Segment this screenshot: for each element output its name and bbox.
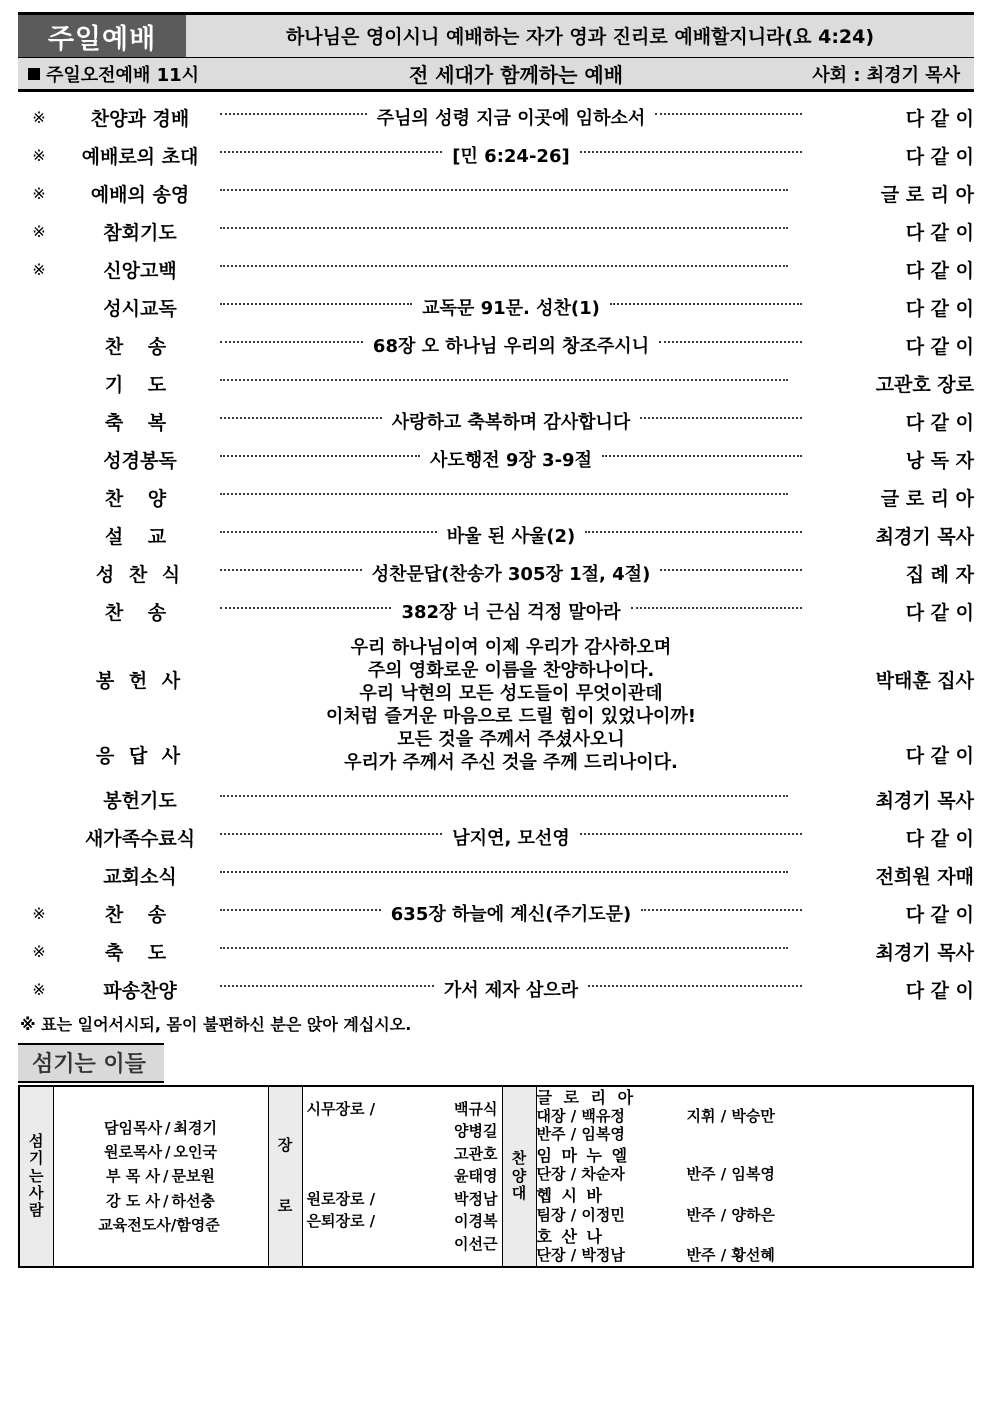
order-person: 다 같 이 (905, 979, 974, 1002)
order-detail (220, 364, 802, 402)
elder-name: 윤태영 (454, 1167, 498, 1186)
separator: / (162, 1167, 169, 1186)
pastor-name: 하선충 (171, 1191, 215, 1210)
order-detail-text: 성찬문답(찬송가 305장 1절, 4절) (371, 564, 651, 585)
pastor-role: 부 목 사 (106, 1167, 160, 1186)
pastor-role: 강 도 사 (106, 1191, 160, 1210)
order-person: 전희원 자매 (875, 865, 974, 888)
pastor-row (58, 1140, 264, 1164)
order-person: 다 같 이 (905, 903, 974, 926)
order-detail (220, 592, 802, 630)
order-mark (18, 818, 60, 856)
choir-name: 호 산 나 (536, 1226, 605, 1246)
choir-lead: 대장 / 백유정 (536, 1107, 625, 1126)
order-mark (18, 592, 60, 630)
order-detail (220, 98, 802, 136)
order-title: 축 도 (104, 941, 176, 964)
order-row (18, 402, 974, 440)
separator: / (165, 1118, 171, 1137)
order-person: 최경기 목사 (875, 941, 974, 964)
order-mark (18, 630, 60, 728)
order-mark: ※ (32, 183, 46, 203)
order-detail-text: [민 6:24-26] (452, 146, 570, 167)
order-detail-text: 교독문 91문. 성찬(1) (422, 298, 600, 319)
order-title: 찬 송 (104, 903, 176, 926)
pastor-role: 담임목사 (104, 1118, 162, 1137)
elder-name: 양병길 (454, 1122, 498, 1141)
order-title: 기 도 (104, 373, 176, 396)
order-detail-text: 남지연, 모선영 (452, 828, 570, 849)
order-row (18, 894, 974, 932)
pastor-name: 최경기 (173, 1118, 217, 1137)
choir-accompanist: 반주 / 황선혜 (686, 1245, 775, 1264)
order-mark (18, 402, 60, 440)
order-detail-text: 68장 오 하나님 우리의 창조주시니 (372, 336, 650, 357)
order-detail-text: 사도행전 9장 3-9절 (430, 450, 592, 471)
order-row (18, 478, 974, 516)
order-person: 다 같 이 (905, 297, 974, 320)
elder-row (307, 1165, 498, 1188)
order-detail (220, 288, 802, 326)
offering-title: 봉 헌 사 (95, 669, 185, 692)
order-mark (18, 364, 60, 402)
pastor-row (58, 1213, 264, 1237)
order-detail-text: 주님의 성령 지금 이곳에 임하소서 (376, 108, 646, 129)
order-row (18, 440, 974, 478)
order-detail (220, 478, 802, 516)
order-detail (220, 516, 802, 554)
order-mark (18, 856, 60, 894)
order-detail (220, 818, 802, 856)
service-time (28, 61, 298, 87)
choir-col-head: 찬 양 대 (502, 1086, 536, 1267)
order-mark: ※ (32, 941, 46, 961)
pastor-row (58, 1164, 264, 1188)
order-person: 다 같 이 (905, 335, 974, 358)
order-footnote: ※ 표는 일어서시되, 몸이 불편하신 분은 앉아 계십시오. (20, 1015, 412, 1034)
pastor-row (58, 1189, 264, 1213)
offering-line: 이처럼 즐거운 마음으로 드릴 힘이 있었나이까! (326, 706, 696, 727)
order-row (18, 212, 974, 250)
separator: / (165, 1142, 171, 1161)
order-title: 교회소식 (103, 865, 177, 888)
order-mark (18, 780, 60, 818)
response-title: 응 답 사 (95, 744, 185, 767)
order-detail (220, 212, 802, 250)
separator: / (162, 1191, 169, 1210)
order-person: 글 로 리 아 (880, 183, 974, 206)
order-person: 고관호 장로 (875, 373, 974, 396)
order-detail-text: 382장 너 근심 걱정 말아라 (401, 602, 621, 623)
order-mark (18, 478, 60, 516)
pastor-name: 오인국 (173, 1142, 217, 1161)
order-detail (220, 174, 802, 212)
order-row (18, 554, 974, 592)
choir-group (537, 1087, 973, 1145)
choir-group (537, 1185, 973, 1225)
response-person: 다 같 이 (905, 744, 974, 767)
order-title: 예배의 송영 (90, 183, 190, 206)
order-row (18, 818, 974, 856)
elder-name: 이선근 (454, 1234, 498, 1253)
elder-name: 백규식 (454, 1099, 498, 1118)
order-mark (18, 516, 60, 554)
offering-person: 박태훈 집사 (875, 669, 974, 692)
header (18, 12, 974, 58)
order-detail (220, 780, 802, 818)
order-row (18, 970, 974, 1008)
order-detail-text: 가서 제자 삼으라 (443, 980, 579, 1001)
order-person: 다 같 이 (905, 411, 974, 434)
offering-line: 우리 낙현의 모든 성도들이 무엇이관데 (359, 682, 663, 704)
order-person: 다 같 이 (905, 145, 974, 168)
elder-role: 원로장로 / (306, 1189, 376, 1208)
offering-line: 우리가 주께서 주신 것을 주께 드리나이다. (344, 752, 678, 774)
order-mark: ※ (32, 107, 46, 127)
elders-cell (302, 1086, 502, 1267)
order-detail (220, 326, 802, 364)
elder-row (307, 1233, 498, 1256)
order-title: 성경봉독 (103, 449, 177, 472)
worship-badge: 주일예배 (18, 15, 186, 57)
choir-lead: 팀장 / 이정민 (536, 1205, 625, 1224)
pastor-role: 원로목사 (104, 1142, 162, 1161)
order-title: 축 복 (104, 411, 176, 434)
elder-row (307, 1098, 498, 1121)
order-person: 다 같 이 (905, 259, 974, 282)
order-title: 참회기도 (103, 221, 177, 244)
order-person: 다 같 이 (905, 601, 974, 624)
service-time-label: 주일오전예배 11시 (46, 64, 200, 86)
order-row (18, 250, 974, 288)
order-detail-text: 사랑하고 축복하며 감사합니다 (391, 412, 631, 433)
order-person: 다 같 이 (905, 827, 974, 850)
pastor-role: 교육전도사/함영준 (98, 1215, 220, 1234)
order-title: 성 찬 식 (95, 563, 185, 586)
bullet-square-icon (28, 68, 40, 80)
order-row (18, 326, 974, 364)
order-row (18, 780, 974, 818)
order-detail (220, 856, 802, 894)
elder-name: 박정남 (454, 1189, 498, 1208)
order-title: 신앙고백 (103, 259, 177, 282)
servants-table (18, 1085, 974, 1268)
order-person: 낭 독 자 (905, 449, 974, 472)
choir-name: 글 로 리 아 (536, 1088, 637, 1107)
choir-group (537, 1226, 973, 1266)
elder-row (307, 1210, 498, 1233)
order-mark (18, 554, 60, 592)
order-mark: ※ (32, 221, 46, 241)
servants-col-head: 섬 기 는 사 람 (19, 1086, 53, 1267)
order-mark: ※ (32, 259, 46, 279)
offering-text (220, 630, 802, 780)
header-verse: 하나님은 영이시니 예배하는 자가 영과 진리로 예배할지니라(요 4:24) (285, 25, 875, 48)
order-mark (18, 440, 60, 478)
order-mark: ※ (32, 979, 46, 999)
order-title: 찬 송 (104, 335, 176, 358)
order-row (18, 174, 974, 212)
choir-name: 임 마 누 엘 (536, 1146, 630, 1166)
elder-name: 고관호 (454, 1144, 498, 1163)
elder-row (307, 1143, 498, 1166)
choir-lead: 단장 / 차순자 (536, 1165, 625, 1184)
offering-line: 모든 것을 주께서 주셨사오니 (397, 729, 625, 751)
order-row (18, 856, 974, 894)
pastor-name: 문보원 (171, 1167, 215, 1186)
elder-row (307, 1188, 498, 1211)
order-detail (220, 894, 802, 932)
service-leader: 사회 : 최경기 목사 (812, 64, 960, 86)
order-row (18, 136, 974, 174)
order-title: 봉헌기도 (103, 789, 177, 812)
order-person: 글 로 리 아 (880, 487, 974, 510)
order-mark: ※ (32, 145, 46, 165)
order-detail (220, 440, 802, 478)
order-person: 다 같 이 (905, 221, 974, 244)
elder-role: 은퇴장로 / (306, 1212, 376, 1231)
choir-group (537, 1145, 973, 1185)
elder-row (307, 1120, 498, 1143)
order-title: 파송찬양 (103, 979, 177, 1002)
choir-conductor: 지휘 / 박승만 (686, 1107, 775, 1126)
choir-lead: 단장 / 박정남 (536, 1245, 625, 1264)
service-theme: 전 세대가 함께하는 예배 (408, 63, 624, 87)
order-title: 찬 양 (104, 487, 176, 510)
order-row (18, 288, 974, 326)
choir-accompanist: 반주 / 양하은 (686, 1205, 775, 1224)
offering-row-1 (18, 630, 974, 728)
order-person: 집 례 자 (905, 563, 974, 586)
order-mark (18, 288, 60, 326)
order-detail-text: 635장 하늘에 계신(주기도문) (390, 904, 632, 925)
order-row (18, 592, 974, 630)
subheader (18, 58, 974, 92)
order-title: 찬 송 (104, 601, 176, 624)
servants-section-title: 섬기는 이들 (18, 1043, 164, 1083)
order-mark (18, 326, 60, 364)
order-mark: ※ (32, 903, 46, 923)
elders-col-head: 장 로 (268, 1086, 302, 1267)
order-person: 최경기 목사 (875, 525, 974, 548)
elder-name: 이경복 (454, 1212, 498, 1231)
offering-line: 우리 하나님이여 이제 우리가 감사하오며 (350, 636, 672, 658)
order-mark (18, 728, 60, 780)
offering-line: 주의 영화로운 이름을 찬양하나이다. (367, 659, 655, 681)
order-row (18, 364, 974, 402)
order-title: 예배로의 초대 (81, 145, 199, 168)
choirs-cell (536, 1086, 973, 1267)
order-person: 다 같 이 (905, 107, 974, 130)
pastor-row (58, 1116, 264, 1140)
order-detail (220, 970, 802, 1008)
elder-role: 시무장로 / (306, 1099, 376, 1118)
order-detail (220, 932, 802, 970)
order-detail (220, 554, 802, 592)
order-detail (220, 136, 802, 174)
order-title: 찬양과 경배 (90, 107, 190, 130)
order-person: 최경기 목사 (875, 789, 974, 812)
choir-accompanist: 반주 / 임복영 (686, 1165, 775, 1184)
order-detail (220, 402, 802, 440)
order-row (18, 516, 974, 554)
pastors-cell (53, 1086, 268, 1267)
order-row (18, 98, 974, 136)
order-of-service-table (18, 98, 974, 1008)
order-title: 성시교독 (103, 297, 177, 320)
order-row (18, 932, 974, 970)
order-title: 설 교 (104, 525, 176, 548)
order-title: 새가족수료식 (84, 827, 196, 850)
order-detail (220, 250, 802, 288)
choir-name: 헵 시 바 (536, 1186, 605, 1206)
choir-accompanist: 반주 / 임복영 (536, 1125, 625, 1144)
order-detail-text: 바울 된 사울(2) (446, 526, 576, 547)
